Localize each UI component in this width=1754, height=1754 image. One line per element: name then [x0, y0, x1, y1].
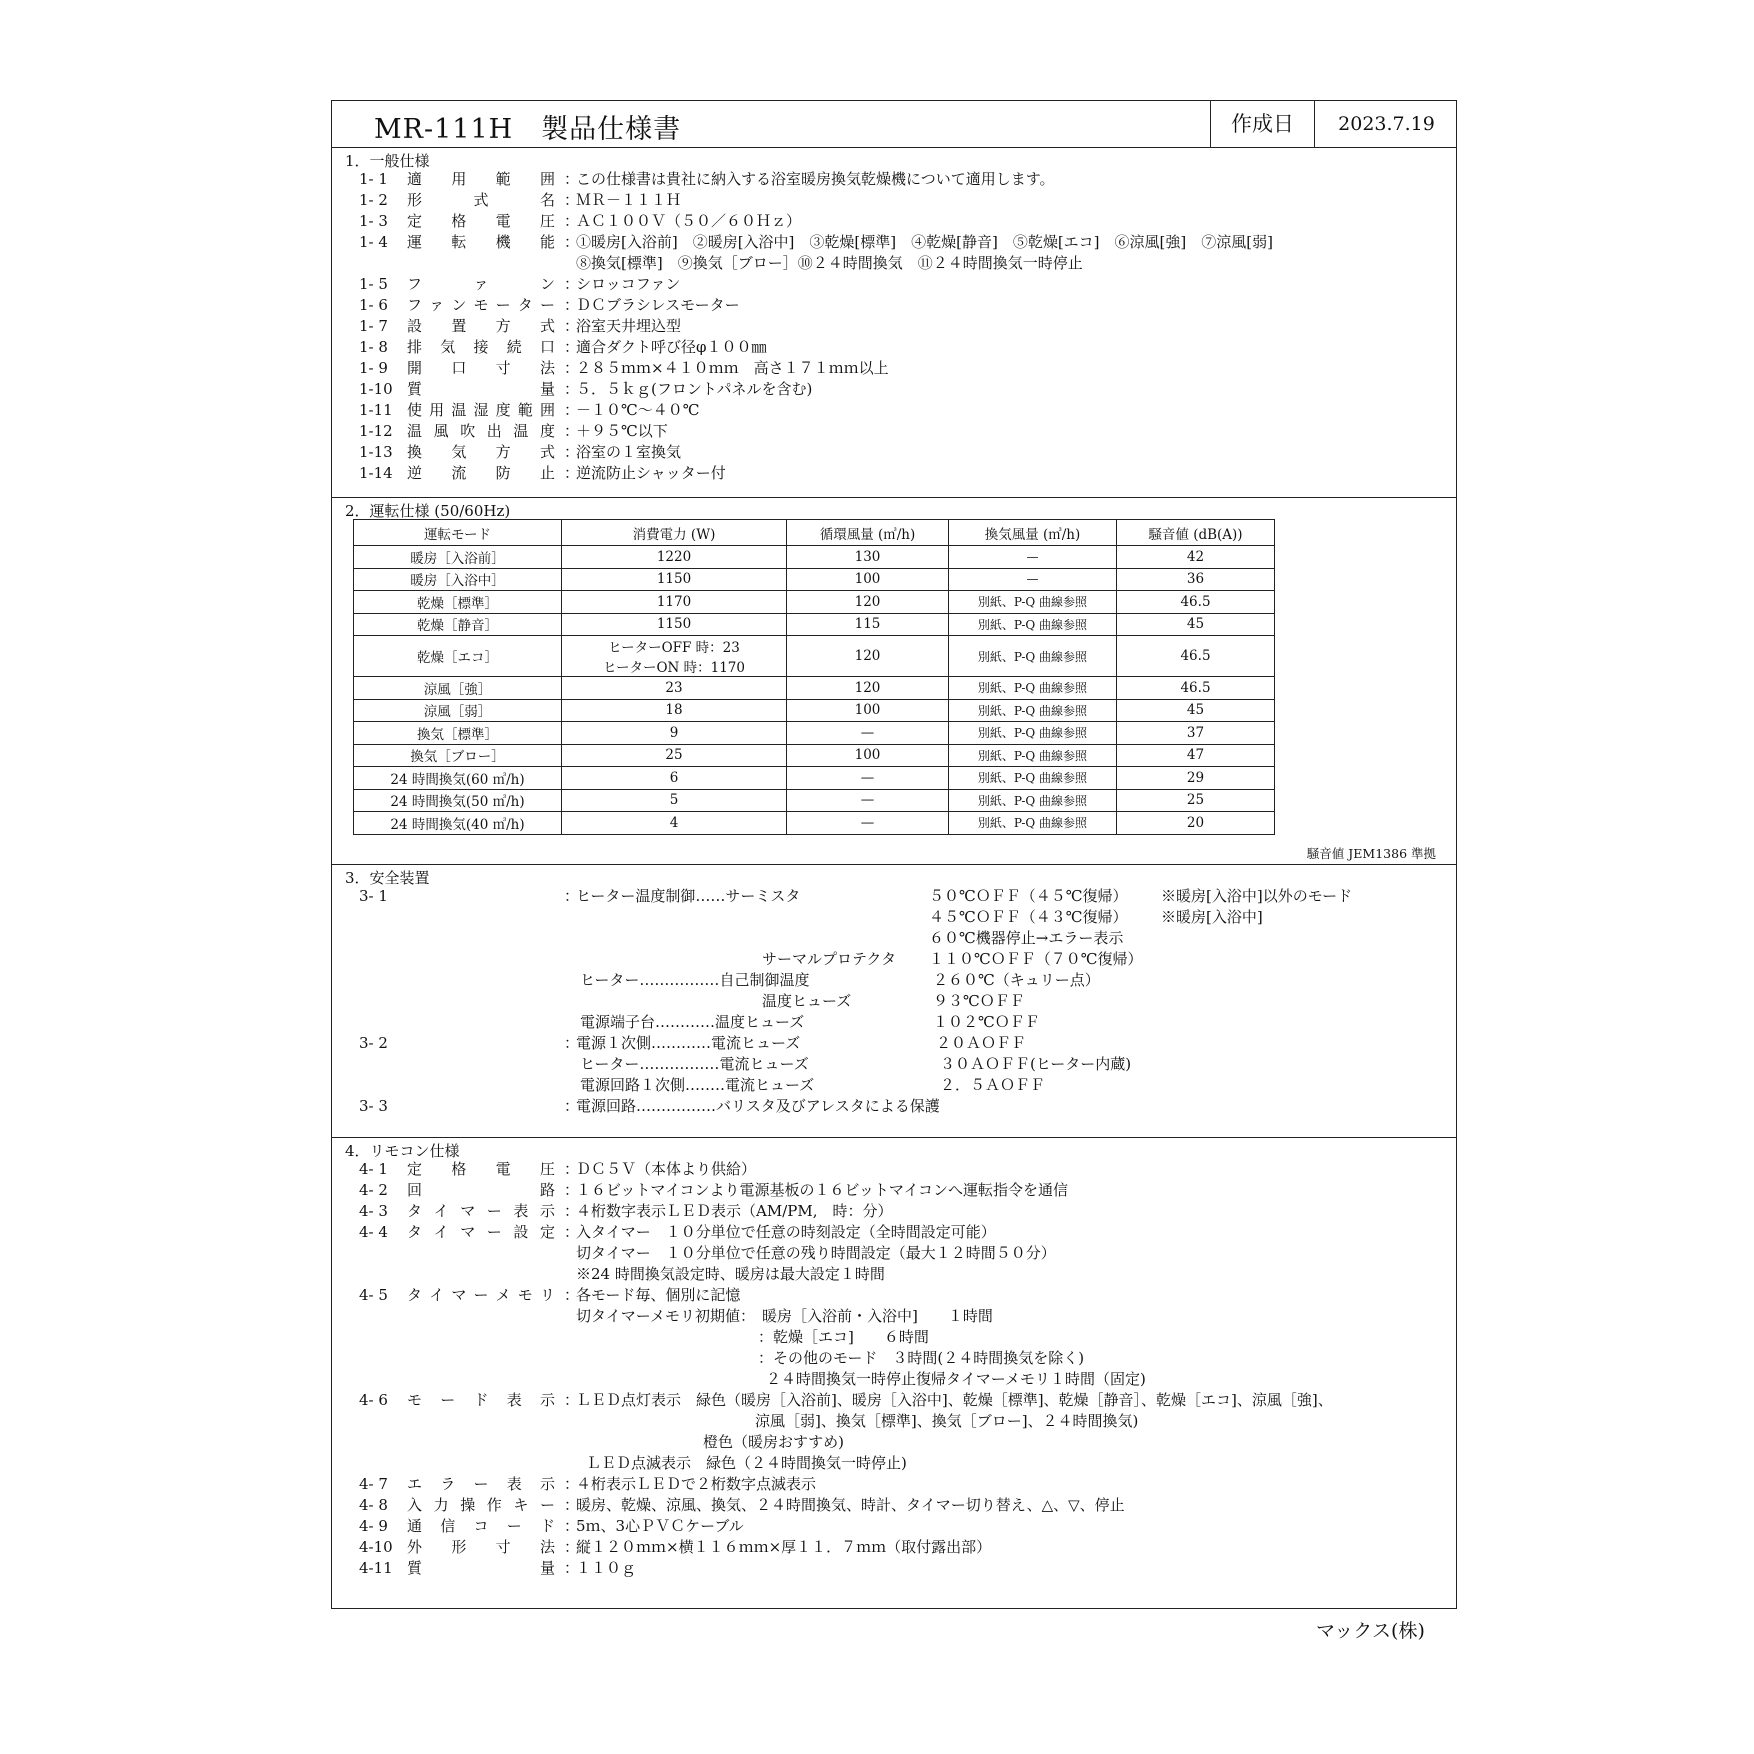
table-header-cell: 運転モード: [354, 520, 562, 546]
item-number: 1-14: [359, 464, 393, 482]
table-cell: 乾燥［静音］: [354, 613, 562, 636]
colon: ：: [564, 1559, 580, 1577]
item-number: 4- 8: [359, 1496, 388, 1514]
item-number: 1- 6: [359, 296, 388, 314]
item-label: 質 量: [407, 1559, 555, 1577]
item-label: 排 気 接 続 口: [407, 338, 555, 356]
safety-value: ３０ＡＯＦＦ(ヒーター内蔵): [940, 1055, 1132, 1073]
table-cell: 別紙、P-Q 曲線参照: [949, 613, 1117, 636]
table-cell: 18: [562, 699, 787, 722]
timer-note: ※24 時間換気設定時、暖房は最大設定１時間: [576, 1265, 885, 1283]
safety-value: ５０℃ＯＦＦ（４５℃復帰）: [929, 887, 1128, 905]
item-label: タ イ マ ー 表 示: [407, 1202, 555, 1220]
item-number: 1-13: [359, 443, 393, 461]
safety-device: 電源回路‥‥‥‥‥‥‥‥バリスタ及びアレスタによる保護: [576, 1097, 940, 1115]
table-cell: 45: [1117, 699, 1275, 722]
safety-value: １１０℃ＯＦＦ（７０℃復帰）: [929, 950, 1143, 968]
spec-document: [331, 100, 1457, 1609]
table-cell: 100: [787, 699, 949, 722]
item-number: 1- 7: [359, 317, 388, 335]
table-cell: 120: [787, 677, 949, 700]
colon: ：: [564, 359, 580, 377]
spec-row: [332, 1180, 1456, 1201]
table-header-cell: 循環風量 (㎥/h): [787, 520, 949, 546]
item-number: 4- 1: [359, 1160, 388, 1178]
item-number: 1-10: [359, 380, 393, 398]
table-cell: 暖房［入浴前］: [354, 546, 562, 569]
colon: ：: [564, 317, 580, 335]
item-label: 温 風 吹 出 温 度: [407, 422, 555, 440]
safety-value: ６０℃機器停止→エラー表示: [929, 929, 1124, 947]
spec-row: [332, 379, 1456, 400]
general-spec-section: [332, 148, 1456, 497]
colon: ：: [564, 1181, 580, 1199]
table-cell: 24 時間換気(40 ㎥/h): [354, 812, 562, 835]
table-cell: 24 時間換気(60 ㎥/h): [354, 767, 562, 790]
table-cell: 120: [787, 636, 949, 677]
item-value: ４桁数字表示ＬＥＤ表示（AM/PM, 時：分）: [576, 1202, 893, 1220]
colon: ：: [564, 1475, 580, 1493]
item-label: 使 用 温 湿 度 範 囲: [407, 401, 555, 419]
item-value: ＤＣブラシレスモーター: [576, 296, 740, 314]
table-cell: 涼風［弱］: [354, 699, 562, 722]
safety-value: １０２℃ＯＦＦ: [933, 1013, 1040, 1031]
colon: ：: [564, 443, 580, 461]
colon: ：: [564, 1391, 580, 1409]
table-cell: —: [949, 568, 1117, 591]
safety-value: ９３℃ＯＦＦ: [933, 992, 1025, 1010]
item-label: モ ー ド 表 示: [407, 1391, 555, 1409]
item-number: 1- 3: [359, 212, 388, 230]
item-value: ＋９５℃以下: [576, 422, 668, 440]
table-cell: 115: [787, 613, 949, 636]
spec-row: [332, 1390, 1456, 1411]
item-value: シロッコファン: [576, 275, 681, 293]
table-row: [354, 677, 1275, 700]
table-row: [354, 636, 1275, 677]
spec-row: [332, 295, 1456, 316]
operation-table: [353, 519, 1275, 835]
item-number: 4- 3: [359, 1202, 388, 1220]
table-cell: —: [787, 812, 949, 835]
item-value: ＤＣ５Ｖ（本体より供給）: [576, 1160, 757, 1178]
spec-row: [332, 1516, 1456, 1537]
safety-device: 温度ヒューズ: [762, 992, 852, 1010]
item-number: 1-11: [359, 401, 393, 419]
noise-standard-note: 騒音値 JEM1386 準拠: [1306, 846, 1436, 861]
table-cell: 46.5: [1117, 636, 1275, 677]
item-value: １６ビットマイコンより電源基板の１６ビットマイコンへ運転指令を通信: [576, 1181, 1069, 1199]
spec-row: [332, 1474, 1456, 1495]
table-cell: 4: [562, 812, 787, 835]
table-cell: 1220: [562, 546, 787, 569]
safety-device-section: [332, 864, 1456, 1137]
table-cell: 乾燥［標準］: [354, 591, 562, 614]
colon: ：: [564, 212, 580, 230]
table-row: [354, 546, 1275, 569]
item-label: 外 形 寸 法: [407, 1538, 555, 1556]
table-cell: 換気［標準］: [354, 722, 562, 745]
colon: ：: [564, 338, 580, 356]
mode-display-detail: ＬＥＤ点滅表示 緑色（２４時間換気一時停止): [586, 1454, 907, 1472]
item-value: 浴室天井埋込型: [576, 317, 682, 335]
item-number: 4- 5: [359, 1286, 388, 1304]
table-cell: 100: [787, 744, 949, 767]
item-number: 3- 2: [359, 1034, 388, 1052]
table-row: [354, 789, 1275, 812]
spec-row: [332, 1495, 1456, 1516]
table-cell: 45: [1117, 613, 1275, 636]
spec-row: [332, 1558, 1456, 1579]
item-value: ２８５ｍｍ×４１０ｍｍ 高さ１７１ｍｍ以上: [576, 359, 889, 377]
table-cell: 46.5: [1117, 591, 1275, 614]
item-label: タ イ マ ー メ モ リ: [407, 1286, 555, 1304]
spec-row: [332, 421, 1456, 442]
item-value: 各モード毎、個別に記憶: [576, 1286, 741, 1304]
table-cell: —: [787, 722, 949, 745]
table-cell: 暖房［入浴中］: [354, 568, 562, 591]
item-number: 3- 3: [359, 1097, 388, 1115]
colon: ：: [564, 191, 580, 209]
table-row: [354, 591, 1275, 614]
section-title: 1．一般仕様: [345, 152, 430, 170]
item-label: 適 用 範 囲: [407, 170, 555, 188]
item-label: 通 信 コ ー ド: [407, 1517, 555, 1535]
table-cell: 別紙、P-Q 曲線参照: [949, 699, 1117, 722]
spec-row: [332, 169, 1456, 190]
safety-device: 電源１次側‥‥‥‥‥‥電流ヒューズ: [576, 1034, 801, 1052]
spec-row: [332, 337, 1456, 358]
item-value: ⑧換気[標準] ⑨換気［ブロー］⑩２４時間換気 ⑪２４時間換気一時停止: [576, 254, 1083, 272]
safety-note: ※暖房[入浴中]: [1161, 908, 1263, 926]
item-value: 逆流防止シャッター付: [576, 464, 726, 482]
timer-memory-default: 暖房［入浴前・入浴中] １時間: [762, 1307, 993, 1325]
item-value: ５．５ｋｇ(フロントパネルを含む): [576, 380, 813, 398]
colon: ：: [564, 1286, 580, 1304]
spec-row: [332, 358, 1456, 379]
item-number: 1-12: [359, 422, 393, 440]
colon: ：: [564, 1160, 580, 1178]
item-value: 縦１２０ｍｍ×横１１６ｍｍ×厚１１．７ｍｍ（取付露出部）: [576, 1538, 992, 1556]
table-row: [354, 613, 1275, 636]
created-date-value: 2023.7.19: [1314, 101, 1458, 147]
colon: ：: [564, 1517, 580, 1535]
table-cell: 20: [1117, 812, 1275, 835]
spec-row: [332, 211, 1456, 232]
colon: ：: [564, 1034, 580, 1052]
spec-row: [332, 190, 1456, 211]
colon: ：: [564, 1538, 580, 1556]
spec-row: [332, 316, 1456, 337]
item-number: 1- 1: [359, 170, 388, 188]
mode-display-detail: 涼風［弱]、換気［標準]、換気［ブロー]、２４時間換気): [755, 1412, 1139, 1430]
item-label: タ イ マ ー 設 定: [407, 1223, 555, 1241]
table-cell: 36: [1117, 568, 1275, 591]
company-name: マックス(株): [1316, 1620, 1425, 1642]
table-cell: —: [949, 546, 1117, 569]
item-number: 4- 9: [359, 1517, 388, 1535]
item-number: 4- 7: [359, 1475, 388, 1493]
item-value: ＭＲ－１１１Ｈ: [576, 191, 682, 209]
item-value: 暖房、乾燥、涼風、換気、２４時間換気、時計、タイマー切り替え、△、▽、停止: [576, 1496, 1125, 1514]
colon: ：: [564, 464, 580, 482]
item-number: 3- 1: [359, 887, 388, 905]
table-cell: 別紙、P-Q 曲線参照: [949, 812, 1117, 835]
table-cell: 1170: [562, 591, 787, 614]
item-number: 4- 6: [359, 1391, 388, 1409]
item-label: エ ラ ー 表 示: [407, 1475, 555, 1493]
safety-device: 電源端子台‥‥‥‥‥‥温度ヒューズ: [580, 1013, 805, 1031]
table-row: [354, 812, 1275, 835]
item-value: この仕様書は貴社に納入する浴室暖房換気乾燥機について適用します。: [576, 170, 1055, 188]
timer-memory-default-label: 切タイマーメモリ初期値：: [576, 1307, 755, 1325]
spec-row: [332, 1222, 1456, 1243]
table-row: [354, 722, 1275, 745]
item-number: 4- 2: [359, 1181, 388, 1199]
timer-memory-default: ：乾燥［エコ] ６時間: [758, 1328, 929, 1346]
spec-row: [332, 1285, 1456, 1306]
item-value: 適合ダクト呼び径φ１００㎜: [576, 338, 767, 356]
table-cell: 換気［ブロー］: [354, 744, 562, 767]
spec-row: [332, 442, 1456, 463]
item-label: 設 置 方 式: [407, 317, 555, 335]
table-cell: —: [787, 767, 949, 790]
table-cell: 別紙、P-Q 曲線参照: [949, 636, 1117, 677]
item-value: 浴室の１室換気: [576, 443, 682, 461]
table-cell: 別紙、P-Q 曲線参照: [949, 722, 1117, 745]
item-label: 入 力 操 作 キ ー: [407, 1496, 555, 1514]
colon: ：: [564, 887, 580, 905]
table-cell: 25: [1117, 789, 1275, 812]
table-cell: 37: [1117, 722, 1275, 745]
item-number: 1- 2: [359, 191, 388, 209]
item-label: 開 口 寸 法: [407, 359, 555, 377]
operation-spec-section: [332, 497, 1456, 864]
safety-value: ２６０℃（キュリー点）: [933, 971, 1100, 989]
safety-device: ヒーター‥‥‥‥‥‥‥‥電流ヒューズ: [580, 1055, 809, 1073]
table-row: [354, 699, 1275, 722]
table-cell: 24 時間換気(50 ㎥/h): [354, 789, 562, 812]
colon: ：: [564, 1097, 580, 1115]
item-value: ①暖房[入浴前] ②暖房[入浴中] ③乾燥[標準] ④乾燥[静音] ⑤乾燥[エコ] ⑥涼風[強] ⑦涼風[弱]: [576, 233, 1273, 251]
item-label: 回 路: [407, 1181, 555, 1199]
table-cell: 別紙、P-Q 曲線参照: [949, 677, 1117, 700]
table-cell: 23: [562, 677, 787, 700]
table-cell: 1150: [562, 613, 787, 636]
table-cell: 6: [562, 767, 787, 790]
colon: ：: [564, 296, 580, 314]
table-cell: 25: [562, 744, 787, 767]
item-number: 1- 8: [359, 338, 388, 356]
timer-memory-default: ２４時間換気一時停止復帰タイマーメモリ１時間（固定): [766, 1370, 1146, 1388]
item-label: 定 格 電 圧: [407, 1160, 555, 1178]
table-cell: 別紙、P-Q 曲線参照: [949, 744, 1117, 767]
table-row: [354, 568, 1275, 591]
table-row: [354, 744, 1275, 767]
safety-line: ヒーター温度制御‥‥‥サーミスタ: [576, 887, 801, 905]
table-cell: 別紙、P-Q 曲線参照: [949, 591, 1117, 614]
table-header-cell: 消費電力 (W): [562, 520, 787, 546]
table-cell: 1150: [562, 568, 787, 591]
safety-value: ２０ＡＯＦＦ: [936, 1034, 1027, 1052]
spec-row: [332, 232, 1456, 253]
section-title: 2．運転仕様 (50/60Hz): [345, 502, 511, 520]
item-label: 定 格 電 圧: [407, 212, 555, 230]
spec-row: [332, 463, 1456, 484]
colon: ：: [564, 380, 580, 398]
item-label: 換 気 方 式: [407, 443, 555, 461]
section-title: 3．安全装置: [345, 869, 430, 887]
item-value: 5ｍ、3心ＰＶＣケーブル: [576, 1517, 744, 1535]
item-value: －１０℃～４０℃: [576, 401, 700, 419]
item-label: フ ァ ン モ ー タ ー: [407, 296, 555, 314]
table-header-cell: 換気風量 (㎥/h): [949, 520, 1117, 546]
table-cell: 5: [562, 789, 787, 812]
table-cell: 46.5: [1117, 677, 1275, 700]
table-cell: 涼風［強］: [354, 677, 562, 700]
spec-row: [332, 274, 1456, 295]
spec-row: [332, 1201, 1456, 1222]
colon: ：: [564, 1202, 580, 1220]
table-cell: [562, 636, 787, 677]
table-cell: 別紙、P-Q 曲線参照: [949, 767, 1117, 790]
colon: ：: [564, 1496, 580, 1514]
safety-device: 電源回路１次側‥‥‥‥電流ヒューズ: [580, 1076, 815, 1094]
item-number: 1- 9: [359, 359, 388, 377]
item-value: 入タイマー １０分単位で任意の時刻設定（全時間設定可能）: [576, 1223, 996, 1241]
title-bar: [332, 101, 1456, 148]
item-value: ＡＣ１００Ｖ（５０／６０Ｈｚ）: [576, 212, 802, 230]
timer-memory-default: ：その他のモード ３時間(２４時間換気を除く): [758, 1349, 1085, 1367]
remote-spec-section: [332, 1137, 1456, 1608]
colon: ：: [564, 1223, 580, 1241]
safety-note: ※暖房[入浴中]以外のモード: [1161, 887, 1353, 905]
colon: ：: [564, 233, 580, 251]
safety-device: ヒーター‥‥‥‥‥‥‥‥自己制御温度: [580, 971, 810, 989]
item-number: 4-10: [359, 1538, 393, 1556]
item-label: 形 式 名: [407, 191, 555, 209]
table-header-row: [354, 520, 1275, 546]
table-cell: 47: [1117, 744, 1275, 767]
mode-display-detail: 橙色（暖房おすすめ): [703, 1433, 845, 1451]
spec-row: [332, 400, 1456, 421]
item-value: ＬＥＤ点灯表示 緑色（暖房［入浴前]、暖房［入浴中]、乾燥［標準]、乾燥［静音］、乾燥［エコ]、涼風［強]、: [576, 1391, 1333, 1409]
item-label: フ ァ ン: [407, 275, 555, 293]
item-number: 1- 4: [359, 233, 388, 251]
item-label: 逆 流 防 止: [407, 464, 555, 482]
table-cell: 9: [562, 722, 787, 745]
item-label: 質 量: [407, 380, 555, 398]
section-title: 4．リモコン仕様: [345, 1142, 460, 1160]
table-cell: 42: [1117, 546, 1275, 569]
colon: ：: [564, 422, 580, 440]
document-title: MR-111H 製品仕様書: [374, 114, 682, 145]
table-cell: 100: [787, 568, 949, 591]
cell-line: ヒーターON 時：1170: [603, 660, 745, 676]
item-value: １１０ｇ: [576, 1559, 637, 1577]
colon: ：: [564, 275, 580, 293]
table-header-cell: 騒音値 (dB(A)): [1117, 520, 1275, 546]
colon: ：: [564, 401, 580, 419]
item-number: 4- 4: [359, 1223, 388, 1241]
cell-line: ヒーターOFF 時：23: [608, 640, 740, 656]
table-cell: 29: [1117, 767, 1275, 790]
item-label: 運 転 機 能: [407, 233, 555, 251]
item-value: ４桁表示ＬＥＤで２桁数字点滅表示: [576, 1475, 817, 1493]
colon: ：: [564, 170, 580, 188]
safety-device: サーマルプロテクタ: [762, 950, 897, 968]
item-number: 4-11: [359, 1559, 393, 1577]
timer-off-setting: 切タイマー １０分単位で任意の残り時間設定（最大１２時間５０分）: [576, 1244, 1056, 1262]
table-row: [354, 767, 1275, 790]
table-cell: 乾燥［エコ］: [354, 636, 562, 677]
table-cell: 別紙、P-Q 曲線参照: [949, 789, 1117, 812]
created-date-label: 作成日: [1210, 101, 1314, 147]
item-number: 1- 5: [359, 275, 388, 293]
spec-row: [332, 1159, 1456, 1180]
table-cell: —: [787, 789, 949, 812]
safety-value: ４５℃ＯＦＦ（４３℃復帰）: [929, 908, 1128, 926]
table-cell: 130: [787, 546, 949, 569]
safety-value: ２．５ＡＯＦＦ: [940, 1076, 1046, 1094]
table-cell: 120: [787, 591, 949, 614]
spec-row: [332, 1537, 1456, 1558]
